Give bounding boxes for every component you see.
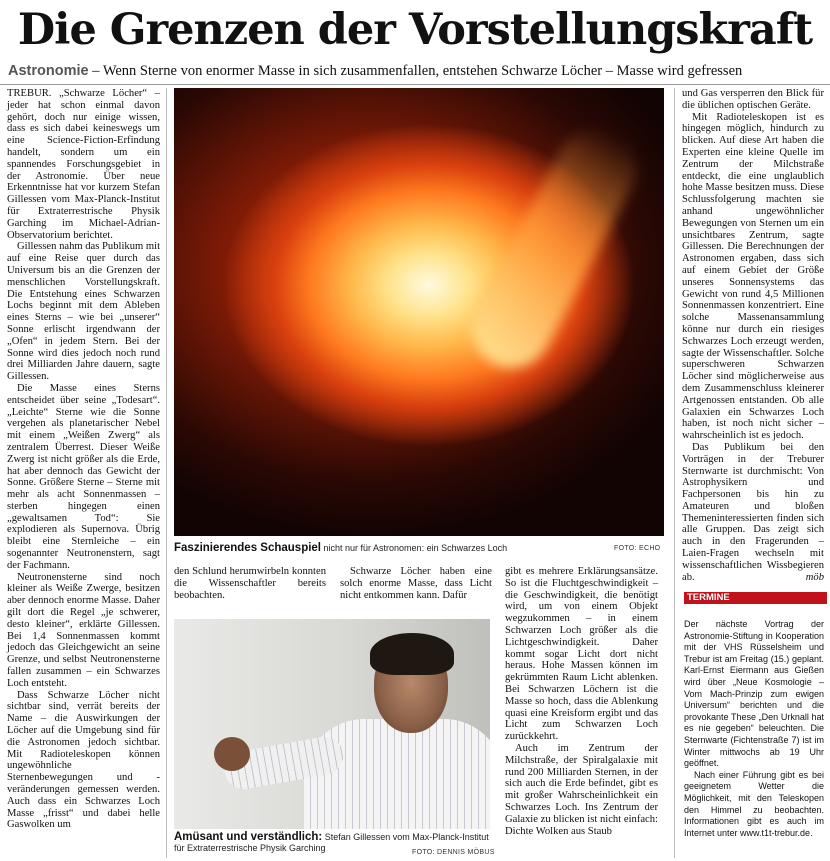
paragraph: Schwarze Löcher haben eine solch enorme Masse, dass Licht nicht entkommen kann. Dafür xyxy=(340,566,492,601)
article-column-3 xyxy=(340,566,492,601)
article-column-5 xyxy=(682,88,824,583)
subline-kicker: Astronomie xyxy=(8,63,89,79)
caption-bold: Faszinierendes Schauspiel xyxy=(174,542,322,554)
termine-paragraph: Nach einer Führung gibt es bei geeignetem Wetter die Möglichkeit, mit den Teleskopen den Himmel zu beobachten. Informationen gibt es auch im Internet unter www.t1t-trebur.de. xyxy=(684,769,824,838)
paragraph: Dass Schwarze Löcher nicht sichtbar sind, verrät bereits der Name – die Auswirkungen der Löcher auf die Umgebung sind für die Astronomen jedoch sichtbar. Mit Radioteleskopen können ungewöhnliche Sternenbewegungen und -veränderungen gemessen werden. Auch dass ein Schwarzes Loch Masse „frisst“ und dabei helle Gaswolken um xyxy=(7,689,160,831)
photo-credit-2: FOTO: DENNIS MÖBUS xyxy=(412,849,495,856)
author-initials: möb xyxy=(805,571,824,583)
photo-credit-1: FOTO: ECHO xyxy=(614,545,661,552)
caption-bold: Amüsant und verständlich: xyxy=(174,831,323,843)
termine-box xyxy=(684,619,824,839)
person-hand xyxy=(214,737,250,771)
black-hole-photo xyxy=(174,88,664,536)
paragraph xyxy=(682,442,824,584)
paragraph: gibt es mehrere Erklärungsansätze. So ist die Fluchtgeschwindigkeit – die Geschwindigkeit, die benötigt wird, um von einem Objekt wegzukommen – in einem Schwarzen Loch größer als die Lichtgeschwindigkeit. Daher kommt sogar Licht dort nicht heraus. Hohe Massen können im gekrümmten Raum Licht ablenken. Bei Schwarzen Löchern ist die Masse so hoch, dass die Ablenkung quasi eine Kreisform ergibt und das Licht zum Schwarzen Loch zurückkehrt. xyxy=(505,566,658,743)
paragraph: den Schlund herumwirbeln konnten die Wissenschaftler bereits beobachten. xyxy=(174,566,326,601)
portrait-photo xyxy=(174,619,490,829)
paragraph: Auch im Zentrum der Milchstraße, der Spiralgalaxie mit rund 200 Milliarden Sternen, in der sich auch die Erde befindet, gibt es mit großer Wahrscheinlichkeit ein Schwarzes Loch. Ins Zentrum der Galaxie zu blicken ist nicht einfach: Dichte Wolken aus Staub xyxy=(505,742,658,837)
article-column-2 xyxy=(174,566,326,601)
paragraph: Gillessen nahm das Publikum mit auf eine Reise quer durch das Universum bis an die Grenzen der menschlichen Vorstellungskraft. Die Entstehung eines Schwarzen Lochs beginnt mit dem Ableben eines Sterns – wie bei „unserer“ Sonne erlischt irgendwann der „Ofen“ in jedem Stern. Bei der Sonne wird dies jedoch noch rund drei Milliarden Jahre dauern, sagte Gillessen. xyxy=(7,241,161,383)
termine-paragraph: Der nächste Vortrag der Astronomie-Stiftung in Kooperation mit der VHS Rüsselsheim und Trebur ist am Freitag (15.) geplant. Karl-Ernst Eiermann aus Gießen wird über „Neue Kosmologie – Vom Mach-Prinzip zum ewigen Universum“ berichten und die provokante These „Den Urknall hat es nie gegeben“ beleuchten. Die Sternwarte (Fichtenstraße 7) ist im Winter mittwochs ab 19 Uhr geöffnet. xyxy=(684,619,824,769)
paragraph: und Gas versperren den Blick für die üblichen optischen Geräte. xyxy=(682,88,824,111)
person-shirt xyxy=(304,719,490,829)
jet-glow xyxy=(458,114,651,381)
header-rule xyxy=(0,84,830,85)
headline: Die Grenzen der Vorstellungskraft xyxy=(17,5,813,55)
article-column-4 xyxy=(505,566,658,837)
article-column-1 xyxy=(7,88,160,831)
caption-text: nicht nur für Astronomen: ein Schwarzes Loch xyxy=(321,543,508,553)
photo-caption-1 xyxy=(174,543,594,554)
paragraph: TREBUR. „Schwarze Löcher“ – jeder hat schon einmal davon gehört, doch nur einige wissen, dass es sich dabei keineswegs um eine Science-Fiction-Erfindung handelt, sondern um ein spannendes Forschungsgebiet in der Astronomie. Über neue Erkenntnisse hat vor kurzem Stefan Gillessen vom Max-Planck-Institut für Extraterrestrische Physik Garching im Michael-Adrian-Observatorium berichtet. xyxy=(7,88,160,241)
person-hair xyxy=(370,633,454,675)
paragraph: Die Masse eines Sterns entscheidet über seine „Todesart“. „Leichte“ Sterne wie die Sonne vergehen als planetarischer Nebel mit einem „Weißen Zwerg“ als zentralem Überrest. Dieser Weiße Zwerg ist nicht größer als die Erde, hat aber dennoch das Gewicht der Sonne. Größere Sterne – Sterne mit mehr als acht Sonnenmassen – sterben hingegen einen „gewaltsamen Tod“: Sie explodieren als Supernova. Übrig bleibt eine Sternleiche – ein sogenannter Neutronenstern, sagt der Fachmann. xyxy=(7,382,160,571)
column-separator xyxy=(166,88,167,858)
column-separator xyxy=(674,88,675,858)
termine-heading: TERMINE xyxy=(684,592,827,604)
paragraph: Neutronensterne sind noch kleiner als Weiße Zwerge, besitzen aber dennoch enorme Masse. Daher gilt dort die Regel „je schwerer, desto kleiner“, erklärte Gillessen. Bei 1,4 Sonnenmassen kommt jedoch das Gleichgewicht an seine Grenze, und selbst Neutronensterne fallen zusammen – ein Schwarzes Loch entsteht. xyxy=(7,571,160,689)
caption-text: Stefan Gillessen vom Max-Planck-Institut für Extraterrestrische Physik Garching xyxy=(174,832,489,853)
subline xyxy=(8,62,826,80)
paragraph-text: Das Publikum bei den Vorträgen in der Treburer Sternwarte ist durchmischt: Von Astrophysikern und Fachpersonen bis hin zu Amateuren und bloßen Themeninteressierten finden sich alle Gruppen. Das zeigt sich auch in den Fragerunden – Laien-Fragen wechseln mit wissenschaftlichen Wissbegieren ab. xyxy=(682,441,824,583)
paragraph: Mit Radioteleskopen ist es hingegen möglich, hindurch zu blicken. Auf diese Art haben die Experten eine kleine Quelle im Zentrum der Milchstraße entdeckt, die eine unglaublich hohe Masse besitzen muss. Diese Schlussfolgerung machten sie anhand ungewöhnlicher Bewegungen von Sternen um ein unsichtbares Zentrum, sagte Gillessen. Die Berechnungen der Astronomen ergaben, dass sich auf einem Gebiet der Größe unseres Sonnensystems das Gewicht von rund 4,5 Millionen Sonnenmassen konzentriert. Eine solche Massenansammlung könne nur durch ein riesiges Schwarzes Loch erzeugt werden, sagte der Wissenschaftler. Solche superschweren Schwarzen Löcher sind möglicherweise aus dem Zusammenschluss kleinerer Artgenossen entstanden. Ob alle Galaxien ein Schwarzes Loch haben, ist noch nicht sicher – wahrscheinlich ist es jedoch. xyxy=(682,111,824,442)
subline-text: – Wenn Sterne von enormer Masse in sich zusammenfallen, entstehen Schwarze Löcher – Masse wird gefressen xyxy=(88,63,743,79)
